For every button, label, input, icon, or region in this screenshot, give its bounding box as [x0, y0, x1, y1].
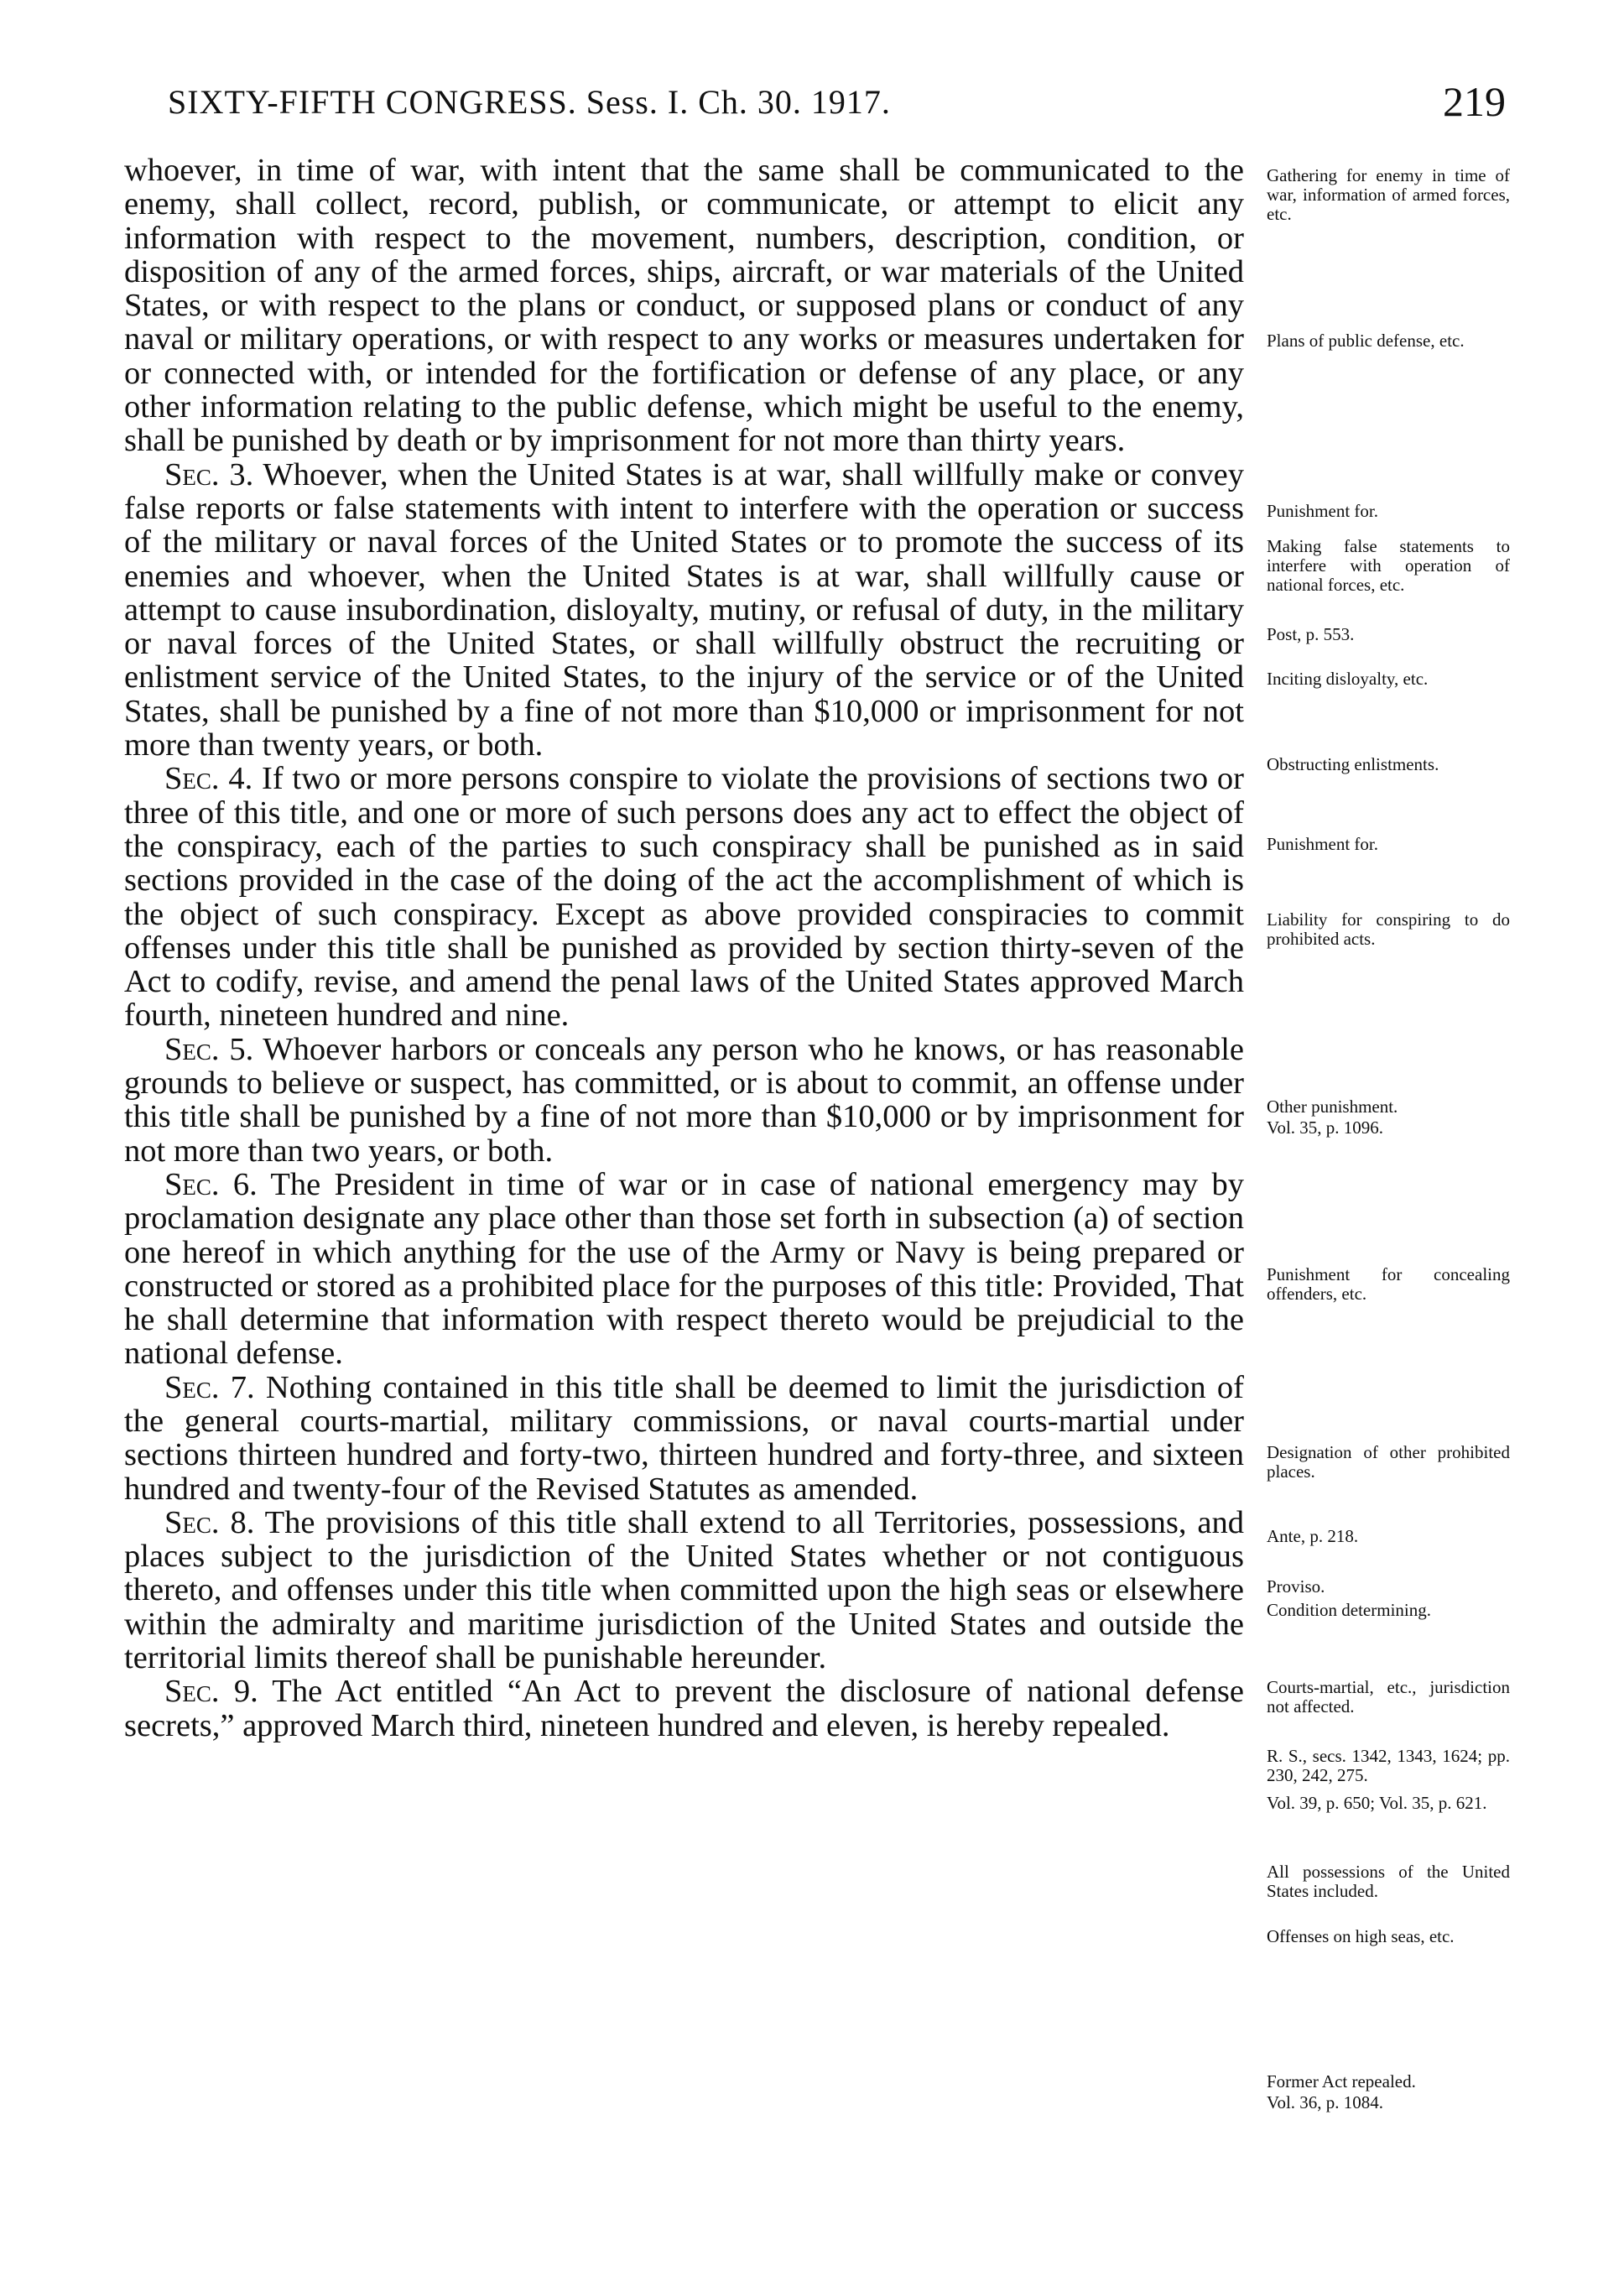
paragraph-text: Nothing contained in this title shall be deemed to limit the jurisdiction of the general courts-martial, military commissions, or naval courts-martial under sections thirteen hundred and forty-two, thirteen hundred and forty-three, and sixteen hundred and twenty-four of the Revised Statutes as amended. [124, 1369, 1244, 1507]
margin-note: All possessions of the United States included. [1267, 1862, 1510, 1901]
margin-note: Liability for conspiring to do prohibited acts. [1267, 909, 1510, 949]
margin-note: Courts-martial, etc., jurisdiction not affected. [1267, 1677, 1510, 1716]
paragraph-text: Whoever harbors or conceals any person who he knows, or has reasonable grounds to believe or suspect, has committed, or is about to commit, an offense under this title shall be punished by a fine of not more than $10,000 or by imprisonment for not more than two years, or both. [124, 1031, 1245, 1169]
margin-note: Making false statements to interfere with operation of national forces, etc. [1267, 536, 1510, 595]
margin-note: Obstructing enlistments. [1267, 754, 1439, 774]
section-9 [124, 1675, 1244, 1742]
section-label: Sec. 8. [164, 1504, 255, 1540]
margin-note: Punishment for. [1267, 501, 1379, 521]
margin-note: Post, p. 553. [1267, 624, 1355, 644]
paragraph-text: Whoever, when the United States is at war, shall willfully make or convey false reports or false statements with intent to interfere with the operation or success of the military or naval forces of the United States or to promote the success of its enemies and whoever, when the United States is at war, shall willfully cause or attempt to cause insubordination, disloyalty, mutiny, or refusal of duty, in the military or naval forces of the United States, or shall willfully obstruct the recruiting or enlistment service of the United States, to the injury of the service or of the United States, shall be punished by a fine of not more than $10,000 or imprisonment for not more than twenty years, or both. [124, 456, 1245, 763]
section-3 [124, 458, 1244, 763]
margin-note: Other punishment. [1267, 1097, 1398, 1117]
paragraph-continuation [124, 154, 1244, 458]
section-label: Sec. 5. [164, 1031, 254, 1067]
section-4 [124, 762, 1244, 1032]
margin-note: R. S., secs. 1342, 1343, 1624; pp. 230, 242, 275. [1267, 1746, 1510, 1785]
margin-note: Former Act repealed. [1267, 2071, 1416, 2091]
margin-note: Vol. 39, p. 650; Vol. 35, p. 621. [1267, 1793, 1487, 1813]
margin-note: Plans of public defense, etc. [1267, 331, 1465, 351]
section-6 [124, 1168, 1244, 1371]
page-number: 219 [1443, 78, 1506, 125]
section-7 [124, 1371, 1244, 1506]
margin-note: Ante, p. 218. [1267, 1526, 1359, 1546]
margin-note: Condition determining. [1267, 1600, 1431, 1620]
section-label: Sec. 9. [164, 1674, 258, 1710]
paragraph-text: The provisions of this title shall extend to all Territories, possessions, and places subject to the jurisdiction of the United States whether or not contiguous thereto, and offenses under this title when committed upon the high seas or elsewhere within the admiralty and maritime jurisdiction of the United States and outside the territorial limits thereof shall be punishable hereunder. [124, 1504, 1244, 1676]
margin-note: Inciting disloyalty, etc. [1267, 669, 1429, 689]
section-label: Sec. 4. [164, 761, 253, 797]
margin-note: Gathering for enemy in time of war, information of armed forces, etc. [1267, 165, 1510, 224]
running-title: SIXTY-FIFTH CONGRESS. Sess. I. Ch. 30. 1917. [168, 83, 891, 121]
paragraph-text: whoever, in time of war, with intent that the same shall be communicated to the enemy, shall collect, record, publish, or communicate, or attempt to elicit any information with respect to the movement, numbers, description, condition, or disposition of any of the armed forces, ships, aircraft, or war materials of the United States, or with respect to the plans or conduct, or supposed plans or conduct of any naval or military operations, or with respect to any works or measures undertaken for or connected with, or intended for the fortification or defense of any place, or any other information relating to the public defense, which might be useful to the enemy, shall be punished by death or by imprisonment for not more than thirty years. [124, 153, 1244, 459]
section-8 [124, 1506, 1244, 1675]
margin-note: Designation of other prohibited places. [1267, 1442, 1510, 1482]
margin-note: Punishment for. [1267, 834, 1379, 854]
statute-body [124, 154, 1244, 1742]
section-label: Sec. 6. [164, 1166, 258, 1202]
section-5 [124, 1033, 1244, 1168]
margin-note: Punishment for concealing offenders, etc. [1267, 1264, 1510, 1304]
margin-note: Proviso. [1267, 1576, 1325, 1597]
page-header [168, 78, 1506, 141]
margin-note: Vol. 35, p. 1096. [1267, 1117, 1384, 1138]
margin-note: Vol. 36, p. 1084. [1267, 2092, 1384, 2112]
section-label: Sec. 3. [164, 456, 254, 492]
section-label: Sec. 7. [164, 1369, 255, 1405]
margin-note: Offenses on high seas, etc. [1267, 1926, 1455, 1946]
paragraph-text: The Act entitled “An Act to prevent the disclosure of national defense secrets,” approved March third, nineteen hundred and eleven, is hereby repealed. [124, 1674, 1244, 1743]
paragraph-text: The President in time of war or in case of national emergency may by proclamation designate any place other than those set forth in subsection (a) of section one hereof in which anything for the use of the Army or Navy is being prepared or constructed or stored as a prohibited place for the purposes of this title: Provided, That he shall determine that information with respect thereto would be prejudicial to the national defense. [124, 1166, 1245, 1372]
paragraph-text: If two or more persons conspire to violate the provisions of sections two or three of this title, and one or more of such persons does any act to effect the object of the conspiracy, each of the parties to such conspiracy shall be punished as in said sections provided in the case of the doing of the act the accomplishment of which is the object of such conspiracy. Except as above provided conspiracies to commit offenses under this title shall be punished as provided by section thirty-seven of the Act to codify, revise, and amend the penal laws of the United States approved March fourth, nineteen hundred and nine. [124, 761, 1244, 1034]
